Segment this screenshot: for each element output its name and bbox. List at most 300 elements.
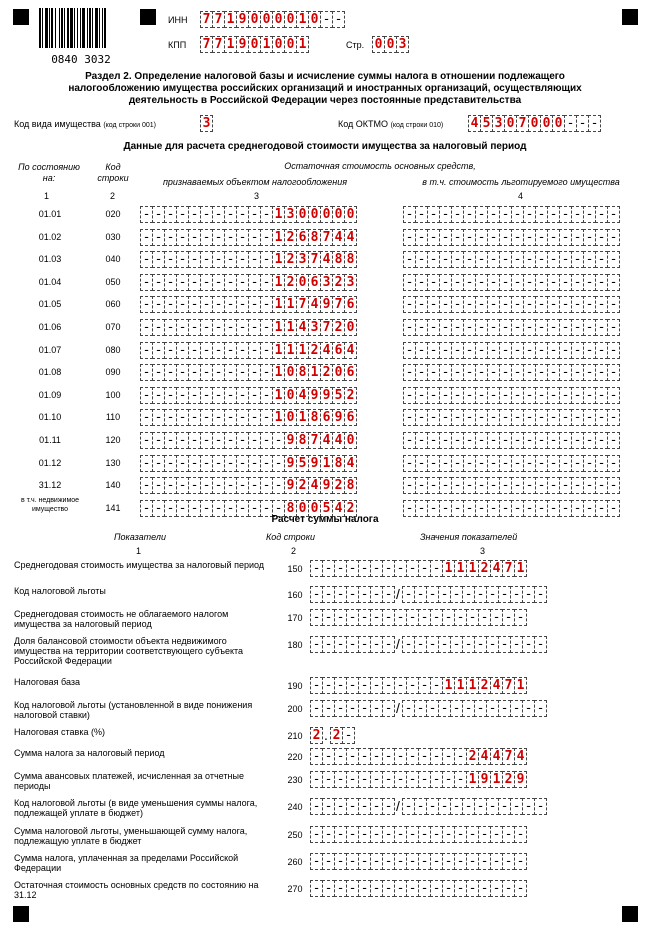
form-cell[interactable]: - — [236, 229, 249, 246]
form-cell[interactable]: - — [370, 771, 383, 788]
form-cell[interactable]: - — [475, 229, 488, 246]
form-cell[interactable]: - — [487, 342, 500, 359]
form-cell[interactable]: - — [430, 853, 443, 870]
form-cell[interactable]: - — [547, 206, 560, 223]
form-cell[interactable]: 9 — [236, 36, 249, 53]
form-cell[interactable]: 1 — [224, 36, 237, 53]
form-cell[interactable]: - — [535, 500, 548, 517]
form-cell[interactable]: - — [402, 636, 415, 653]
form-cell[interactable]: - — [450, 700, 463, 717]
form-cell[interactable]: - — [370, 826, 383, 843]
form-cell[interactable]: - — [571, 432, 584, 449]
form-cell[interactable]: - — [382, 609, 395, 626]
form-cell[interactable]: 2 — [332, 274, 345, 291]
form-cell[interactable]: - — [236, 364, 249, 381]
form-cell[interactable]: 1 — [272, 364, 285, 381]
form-cell[interactable]: - — [583, 206, 596, 223]
form-cell[interactable]: 0 — [308, 500, 321, 517]
form-cell[interactable]: - — [438, 586, 451, 603]
form-cell[interactable]: 0 — [284, 387, 297, 404]
form-cell[interactable]: - — [463, 229, 476, 246]
form-cell[interactable]: - — [454, 748, 467, 765]
form-cell[interactable]: - — [176, 477, 189, 494]
form-cell[interactable]: - — [212, 500, 225, 517]
form-cell[interactable]: 6 — [308, 274, 321, 291]
form-cell[interactable]: - — [200, 387, 213, 404]
form-cell[interactable]: - — [595, 206, 608, 223]
form-cell[interactable]: - — [583, 229, 596, 246]
form-cell[interactable]: - — [502, 880, 515, 897]
form-cell[interactable]: - — [535, 387, 548, 404]
form-cell[interactable]: - — [475, 296, 488, 313]
form-cell[interactable]: 9 — [478, 771, 491, 788]
form-cell[interactable]: - — [334, 586, 347, 603]
form-cell[interactable]: - — [451, 500, 464, 517]
form-cell[interactable]: - — [403, 342, 416, 359]
form-cell[interactable]: - — [499, 500, 512, 517]
form-cell[interactable]: 0 — [308, 11, 321, 28]
form-cell[interactable]: - — [499, 409, 512, 426]
form-cell[interactable]: - — [176, 251, 189, 268]
form-cell[interactable]: 3 — [284, 206, 297, 223]
form-cell[interactable]: - — [583, 274, 596, 291]
form-cell[interactable]: 0 — [284, 11, 297, 28]
form-cell[interactable]: - — [332, 11, 345, 28]
form-cell[interactable]: - — [490, 880, 503, 897]
form-cell[interactable]: 7 — [212, 36, 225, 53]
form-cell[interactable]: 4 — [320, 342, 333, 359]
form-cell[interactable]: - — [583, 477, 596, 494]
form-cell[interactable]: - — [346, 586, 359, 603]
form-cell[interactable]: - — [427, 364, 440, 381]
form-cell[interactable]: 3 — [320, 274, 333, 291]
form-cell[interactable]: - — [442, 826, 455, 843]
form-cell[interactable]: 4 — [308, 477, 321, 494]
form-cell[interactable]: - — [571, 477, 584, 494]
form-cell[interactable]: 8 — [332, 251, 345, 268]
form-cell[interactable]: - — [583, 364, 596, 381]
form-cell[interactable]: - — [571, 319, 584, 336]
form-cell[interactable]: - — [248, 477, 261, 494]
form-cell[interactable]: - — [588, 115, 601, 132]
form-cell[interactable]: 7 — [516, 115, 529, 132]
form-cell[interactable]: - — [346, 609, 359, 626]
form-cell[interactable]: - — [439, 274, 452, 291]
form-cell[interactable]: - — [523, 274, 536, 291]
form-cell[interactable]: - — [426, 798, 439, 815]
form-cell[interactable]: - — [164, 274, 177, 291]
form-cell[interactable]: - — [272, 432, 285, 449]
form-cell[interactable]: - — [511, 342, 524, 359]
form-cell[interactable]: - — [487, 319, 500, 336]
form-cell[interactable]: 4 — [332, 229, 345, 246]
form-cell[interactable]: - — [418, 880, 431, 897]
form-cell[interactable]: - — [487, 364, 500, 381]
form-cell[interactable]: - — [439, 500, 452, 517]
form-cell[interactable]: - — [475, 409, 488, 426]
form-cell[interactable]: - — [334, 880, 347, 897]
form-cell[interactable]: - — [463, 206, 476, 223]
form-cell[interactable]: - — [502, 826, 515, 843]
form-cell[interactable]: - — [571, 455, 584, 472]
form-cell[interactable]: 9 — [284, 455, 297, 472]
form-cell[interactable]: - — [474, 586, 487, 603]
form-cell[interactable]: - — [534, 798, 547, 815]
form-cell[interactable]: - — [322, 798, 335, 815]
form-cell[interactable]: - — [547, 387, 560, 404]
form-cell[interactable]: - — [547, 319, 560, 336]
form-cell[interactable]: - — [487, 206, 500, 223]
form-cell[interactable]: - — [415, 455, 428, 472]
form-cell[interactable]: - — [188, 296, 201, 313]
form-cell[interactable]: 1 — [224, 11, 237, 28]
form-cell[interactable]: - — [522, 586, 535, 603]
form-cell[interactable]: - — [272, 500, 285, 517]
form-cell[interactable]: 1 — [272, 229, 285, 246]
form-cell[interactable]: - — [200, 319, 213, 336]
form-cell[interactable]: - — [418, 771, 431, 788]
form-cell[interactable]: - — [426, 586, 439, 603]
form-cell[interactable]: - — [523, 409, 536, 426]
form-cell[interactable]: - — [164, 206, 177, 223]
form-cell[interactable]: - — [451, 296, 464, 313]
form-cell[interactable]: - — [188, 206, 201, 223]
form-cell[interactable]: - — [358, 798, 371, 815]
form-cell[interactable]: - — [547, 500, 560, 517]
form-cell[interactable]: 1 — [296, 11, 309, 28]
form-cell[interactable]: - — [272, 455, 285, 472]
form-cell[interactable]: - — [224, 342, 237, 359]
form-cell[interactable]: - — [559, 206, 572, 223]
form-cell[interactable]: - — [487, 296, 500, 313]
form-cell[interactable]: 7 — [296, 296, 309, 313]
form-cell[interactable]: - — [450, 636, 463, 653]
form-cell[interactable]: - — [511, 500, 524, 517]
form-cell[interactable]: - — [559, 364, 572, 381]
form-cell[interactable]: - — [430, 748, 443, 765]
form-cell[interactable]: - — [402, 798, 415, 815]
form-cell[interactable]: 3 — [344, 274, 357, 291]
form-cell[interactable]: - — [499, 455, 512, 472]
form-cell[interactable]: 0 — [272, 11, 285, 28]
form-cell[interactable]: - — [188, 229, 201, 246]
form-cell[interactable]: - — [224, 206, 237, 223]
form-cell[interactable]: - — [451, 319, 464, 336]
form-cell[interactable]: - — [212, 274, 225, 291]
form-cell[interactable]: - — [510, 700, 523, 717]
form-cell[interactable]: - — [394, 826, 407, 843]
form-cell[interactable]: - — [595, 477, 608, 494]
form-cell[interactable]: - — [478, 880, 491, 897]
form-cell[interactable]: - — [475, 477, 488, 494]
form-cell[interactable]: - — [176, 206, 189, 223]
form-cell[interactable]: - — [559, 387, 572, 404]
form-cell[interactable]: - — [310, 700, 323, 717]
form-cell[interactable]: - — [406, 853, 419, 870]
form-cell[interactable]: - — [502, 853, 515, 870]
form-cell[interactable]: - — [466, 880, 479, 897]
form-cell[interactable]: - — [382, 826, 395, 843]
form-cell[interactable]: - — [152, 409, 165, 426]
form-cell[interactable]: - — [200, 251, 213, 268]
form-cell[interactable]: 4 — [344, 342, 357, 359]
form-cell[interactable]: 8 — [308, 229, 321, 246]
form-cell[interactable]: - — [394, 880, 407, 897]
form-cell[interactable]: 1 — [272, 206, 285, 223]
form-cell[interactable]: - — [414, 586, 427, 603]
form-cell[interactable]: - — [451, 229, 464, 246]
form-cell[interactable]: - — [451, 251, 464, 268]
form-cell[interactable]: - — [559, 251, 572, 268]
form-cell[interactable]: - — [164, 296, 177, 313]
form-cell[interactable]: - — [511, 229, 524, 246]
form-cell[interactable]: 0 — [296, 500, 309, 517]
form-cell[interactable]: - — [583, 500, 596, 517]
form-cell[interactable]: - — [322, 586, 335, 603]
form-cell[interactable]: - — [394, 853, 407, 870]
form-cell[interactable]: - — [322, 700, 335, 717]
form-cell[interactable]: - — [523, 387, 536, 404]
form-cell[interactable]: - — [511, 387, 524, 404]
form-cell[interactable]: - — [248, 342, 261, 359]
form-cell[interactable]: - — [346, 771, 359, 788]
form-cell[interactable]: - — [415, 206, 428, 223]
form-cell[interactable]: - — [466, 609, 479, 626]
form-cell[interactable]: - — [224, 477, 237, 494]
form-cell[interactable]: - — [415, 274, 428, 291]
form-cell[interactable]: - — [439, 229, 452, 246]
form-cell[interactable]: 4 — [308, 296, 321, 313]
form-cell[interactable]: - — [442, 771, 455, 788]
form-cell[interactable]: - — [514, 609, 527, 626]
form-cell[interactable]: 4 — [320, 432, 333, 449]
form-cell[interactable]: - — [322, 748, 335, 765]
form-cell[interactable]: 0 — [332, 206, 345, 223]
form-cell[interactable]: - — [438, 798, 451, 815]
form-cell[interactable]: 0 — [308, 206, 321, 223]
form-cell[interactable]: - — [547, 296, 560, 313]
form-cell[interactable]: - — [487, 477, 500, 494]
form-cell[interactable]: - — [200, 477, 213, 494]
form-cell[interactable]: - — [451, 364, 464, 381]
form-cell[interactable]: - — [451, 342, 464, 359]
form-cell[interactable]: - — [607, 387, 620, 404]
form-cell[interactable]: 3 — [308, 319, 321, 336]
form-cell[interactable]: 5 — [332, 387, 345, 404]
form-cell[interactable]: 0 — [344, 319, 357, 336]
form-cell[interactable]: - — [164, 342, 177, 359]
form-cell[interactable]: - — [382, 853, 395, 870]
form-cell[interactable]: - — [442, 853, 455, 870]
form-cell[interactable]: - — [310, 677, 323, 694]
form-cell[interactable]: - — [212, 477, 225, 494]
form-cell[interactable]: - — [370, 700, 383, 717]
form-cell[interactable]: - — [511, 409, 524, 426]
form-cell[interactable]: - — [490, 609, 503, 626]
form-cell[interactable]: - — [334, 853, 347, 870]
form-cell[interactable]: - — [260, 319, 273, 336]
form-cell[interactable]: - — [310, 853, 323, 870]
form-cell[interactable]: - — [334, 609, 347, 626]
form-cell[interactable]: - — [236, 387, 249, 404]
form-cell[interactable]: 4 — [490, 748, 503, 765]
form-cell[interactable]: - — [595, 500, 608, 517]
form-cell[interactable]: - — [511, 251, 524, 268]
form-cell[interactable]: 2 — [332, 319, 345, 336]
form-cell[interactable]: - — [382, 771, 395, 788]
form-cell[interactable]: - — [535, 342, 548, 359]
form-cell[interactable]: - — [140, 387, 153, 404]
form-cell[interactable]: - — [370, 636, 383, 653]
form-cell[interactable]: - — [402, 586, 415, 603]
form-cell[interactable]: - — [212, 409, 225, 426]
form-cell[interactable]: 2 — [320, 364, 333, 381]
form-cell[interactable]: - — [430, 609, 443, 626]
form-cell[interactable]: - — [152, 387, 165, 404]
form-cell[interactable]: - — [212, 432, 225, 449]
form-cell[interactable]: 2 — [296, 477, 309, 494]
form-cell[interactable]: - — [514, 880, 527, 897]
form-cell[interactable]: - — [322, 636, 335, 653]
form-cell[interactable]: - — [320, 11, 333, 28]
form-cell[interactable]: - — [176, 364, 189, 381]
form-cell[interactable]: - — [475, 342, 488, 359]
form-cell[interactable]: - — [406, 880, 419, 897]
form-cell[interactable]: 4 — [296, 319, 309, 336]
form-cell[interactable]: - — [583, 319, 596, 336]
form-cell[interactable]: - — [358, 826, 371, 843]
form-cell[interactable]: 4 — [332, 500, 345, 517]
form-cell[interactable]: - — [535, 409, 548, 426]
form-cell[interactable]: - — [406, 826, 419, 843]
form-cell[interactable]: - — [212, 296, 225, 313]
form-cell[interactable]: - — [176, 274, 189, 291]
form-cell[interactable]: - — [535, 319, 548, 336]
form-cell[interactable]: - — [200, 229, 213, 246]
form-cell[interactable]: - — [535, 477, 548, 494]
form-cell[interactable]: 2 — [284, 229, 297, 246]
form-cell[interactable]: 7 — [332, 296, 345, 313]
form-cell[interactable]: - — [583, 432, 596, 449]
form-cell[interactable]: 9 — [284, 432, 297, 449]
form-cell[interactable]: - — [450, 798, 463, 815]
form-cell[interactable]: 0 — [384, 36, 397, 53]
form-cell[interactable]: - — [463, 455, 476, 472]
form-cell[interactable]: 9 — [308, 455, 321, 472]
form-cell[interactable]: - — [248, 432, 261, 449]
form-cell[interactable]: - — [595, 274, 608, 291]
form-cell[interactable]: - — [571, 364, 584, 381]
form-cell[interactable]: - — [152, 364, 165, 381]
form-cell[interactable]: - — [164, 387, 177, 404]
form-cell[interactable]: 1 — [296, 409, 309, 426]
form-cell[interactable]: - — [403, 364, 416, 381]
form-cell[interactable]: - — [487, 274, 500, 291]
form-cell[interactable]: - — [454, 826, 467, 843]
form-cell[interactable]: - — [547, 409, 560, 426]
form-cell[interactable]: - — [334, 798, 347, 815]
form-cell[interactable]: - — [523, 477, 536, 494]
form-cell[interactable]: - — [607, 432, 620, 449]
form-cell[interactable]: 2 — [478, 560, 491, 577]
form-cell[interactable]: - — [463, 319, 476, 336]
form-cell[interactable]: - — [406, 609, 419, 626]
form-cell[interactable]: 4 — [332, 432, 345, 449]
form-cell[interactable]: - — [164, 229, 177, 246]
form-cell[interactable]: - — [511, 296, 524, 313]
form-cell[interactable]: 1 — [284, 342, 297, 359]
form-cell[interactable]: - — [487, 432, 500, 449]
form-cell[interactable]: - — [310, 748, 323, 765]
form-cell[interactable]: - — [188, 342, 201, 359]
form-cell[interactable]: - — [547, 477, 560, 494]
form-cell[interactable]: 1 — [272, 319, 285, 336]
form-cell[interactable]: - — [152, 319, 165, 336]
form-cell[interactable]: - — [486, 636, 499, 653]
form-cell[interactable]: - — [450, 586, 463, 603]
form-cell[interactable]: - — [559, 342, 572, 359]
form-cell[interactable]: - — [224, 387, 237, 404]
form-cell[interactable]: - — [224, 409, 237, 426]
form-cell[interactable]: - — [414, 798, 427, 815]
form-cell[interactable]: 7 — [502, 560, 515, 577]
form-cell[interactable]: - — [236, 319, 249, 336]
form-cell[interactable]: - — [595, 319, 608, 336]
form-cell[interactable]: - — [475, 206, 488, 223]
form-cell[interactable]: - — [346, 677, 359, 694]
form-cell[interactable]: - — [403, 409, 416, 426]
form-cell[interactable]: - — [427, 387, 440, 404]
form-cell[interactable]: 0 — [552, 115, 565, 132]
form-cell[interactable]: - — [571, 342, 584, 359]
form-cell[interactable]: - — [510, 798, 523, 815]
form-cell[interactable]: - — [490, 853, 503, 870]
form-cell[interactable]: - — [439, 387, 452, 404]
form-cell[interactable]: - — [607, 364, 620, 381]
form-cell[interactable]: - — [475, 364, 488, 381]
form-cell[interactable]: - — [236, 296, 249, 313]
form-cell[interactable]: - — [248, 455, 261, 472]
form-cell[interactable]: - — [152, 342, 165, 359]
form-cell[interactable]: - — [322, 560, 335, 577]
form-cell[interactable]: - — [334, 700, 347, 717]
form-cell[interactable]: - — [322, 880, 335, 897]
form-cell[interactable]: - — [415, 251, 428, 268]
form-cell[interactable]: - — [342, 727, 355, 744]
form-cell[interactable]: - — [474, 700, 487, 717]
form-cell[interactable]: - — [427, 229, 440, 246]
form-cell[interactable]: - — [523, 364, 536, 381]
form-cell[interactable]: - — [502, 609, 515, 626]
form-cell[interactable]: - — [140, 296, 153, 313]
form-cell[interactable]: 1 — [442, 677, 455, 694]
form-cell[interactable]: - — [200, 500, 213, 517]
form-cell[interactable]: - — [176, 319, 189, 336]
form-cell[interactable]: 0 — [504, 115, 517, 132]
form-cell[interactable]: - — [200, 455, 213, 472]
form-cell[interactable]: 6 — [344, 296, 357, 313]
form-cell[interactable]: 0 — [528, 115, 541, 132]
form-cell[interactable]: - — [188, 319, 201, 336]
form-cell[interactable]: - — [370, 609, 383, 626]
form-cell[interactable]: - — [310, 798, 323, 815]
form-cell[interactable]: 4 — [468, 115, 481, 132]
form-cell[interactable]: 1 — [466, 677, 479, 694]
form-cell[interactable]: - — [164, 455, 177, 472]
form-cell[interactable]: - — [248, 251, 261, 268]
form-cell[interactable]: - — [402, 700, 415, 717]
form-cell[interactable]: - — [430, 677, 443, 694]
